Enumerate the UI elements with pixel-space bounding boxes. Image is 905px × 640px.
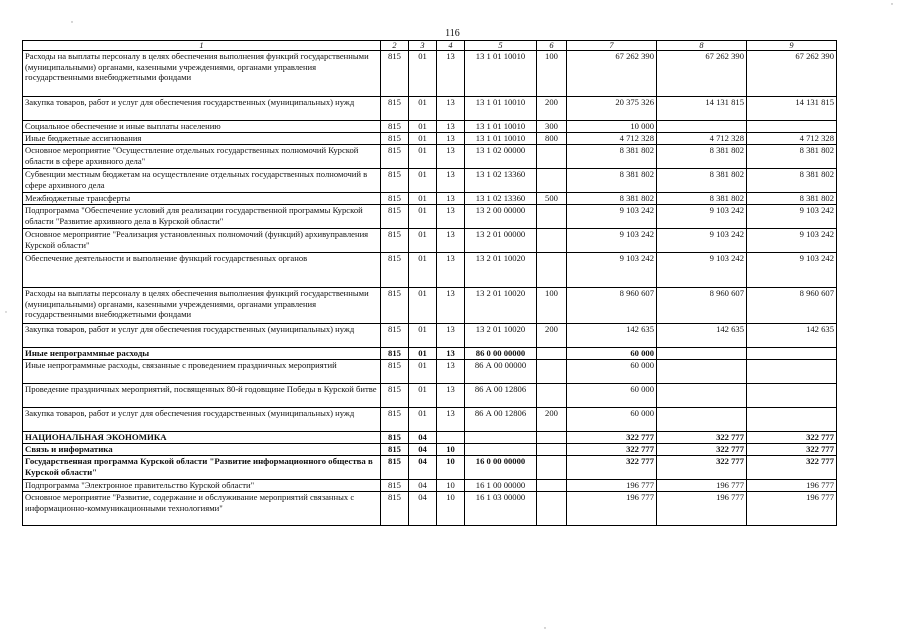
cell-target-code: 13 1 01 10010 bbox=[465, 51, 537, 97]
cell-amount-col8: 8 960 607 bbox=[657, 288, 747, 324]
cell-target-code: 13 2 01 10020 bbox=[465, 324, 537, 348]
cell-col2: 815 bbox=[381, 121, 409, 133]
cell-col2: 815 bbox=[381, 456, 409, 480]
cell-col4: 13 bbox=[437, 288, 465, 324]
cell-target-code: 13 1 01 10010 bbox=[465, 97, 537, 121]
cell-col3: 01 bbox=[409, 253, 437, 288]
cell-col2: 815 bbox=[381, 97, 409, 121]
cell-col2: 815 bbox=[381, 348, 409, 360]
cell-amount-col8: 67 262 390 bbox=[657, 51, 747, 97]
cell-col2: 815 bbox=[381, 205, 409, 229]
cell-expense-type: 500 bbox=[537, 193, 567, 205]
cell-amount-col8: 322 777 bbox=[657, 456, 747, 480]
row-name-cell: Проведение праздничных мероприятий, посвященных 80-й годовщине Победы в Курской битве bbox=[23, 384, 381, 408]
column-header: 1 bbox=[23, 41, 381, 51]
cell-amount-col7: 196 777 bbox=[567, 480, 657, 492]
column-header: 8 bbox=[657, 41, 747, 51]
cell-col4: 13 bbox=[437, 193, 465, 205]
cell-amount-col9: 8 960 607 bbox=[747, 288, 837, 324]
cell-col2: 815 bbox=[381, 193, 409, 205]
cell-expense-type: 200 bbox=[537, 408, 567, 432]
cell-col4: 10 bbox=[437, 456, 465, 480]
cell-col4: 13 bbox=[437, 384, 465, 408]
cell-col3: 01 bbox=[409, 229, 437, 253]
cell-expense-type: 200 bbox=[537, 97, 567, 121]
cell-col2: 815 bbox=[381, 169, 409, 193]
row-name-cell: Связь и информатика bbox=[23, 444, 381, 456]
cell-amount-col8: 9 103 242 bbox=[657, 229, 747, 253]
row-name-cell: Закупка товаров, работ и услуг для обеспечения государственных (муниципальных) нужд bbox=[23, 324, 381, 348]
row-name-cell: Основное мероприятие "Развитие, содержание и обслуживание мероприятий связанных с информационно-коммуникационными технологиями" bbox=[23, 492, 381, 526]
column-header: 6 bbox=[537, 41, 567, 51]
cell-target-code: 13 2 01 00000 bbox=[465, 229, 537, 253]
cell-col4: 13 bbox=[437, 51, 465, 97]
cell-amount-col7: 9 103 242 bbox=[567, 205, 657, 229]
cell-col4: 13 bbox=[437, 324, 465, 348]
cell-col2: 815 bbox=[381, 432, 409, 444]
cell-amount-col9: 142 635 bbox=[747, 324, 837, 348]
cell-amount-col9: 8 381 802 bbox=[747, 169, 837, 193]
cell-amount-col9: 14 131 815 bbox=[747, 97, 837, 121]
cell-target-code: 13 2 01 10020 bbox=[465, 253, 537, 288]
cell-col2: 815 bbox=[381, 360, 409, 384]
cell-col2: 815 bbox=[381, 51, 409, 97]
cell-amount-col9: 8 381 802 bbox=[747, 145, 837, 169]
cell-col3: 01 bbox=[409, 348, 437, 360]
cell-amount-col9: 9 103 242 bbox=[747, 205, 837, 229]
cell-amount-col7: 142 635 bbox=[567, 324, 657, 348]
row-name-cell: Социальное обеспечение и иные выплаты населению bbox=[23, 121, 381, 133]
cell-col3: 01 bbox=[409, 169, 437, 193]
cell-amount-col7: 67 262 390 bbox=[567, 51, 657, 97]
cell-amount-col7: 60 000 bbox=[567, 348, 657, 360]
cell-amount-col7: 60 000 bbox=[567, 360, 657, 384]
row-name-cell: Субвенции местным бюджетам на осуществление отдельных государственных полномочий в сфере архивного дела bbox=[23, 169, 381, 193]
row-name-cell: Межбюджетные трансферты bbox=[23, 193, 381, 205]
cell-col2: 815 bbox=[381, 480, 409, 492]
cell-col2: 815 bbox=[381, 133, 409, 145]
cell-col2: 815 bbox=[381, 229, 409, 253]
cell-col2: 815 bbox=[381, 145, 409, 169]
cell-amount-col9: 196 777 bbox=[747, 492, 837, 526]
cell-amount-col9: 322 777 bbox=[747, 456, 837, 480]
cell-amount-col9: 9 103 242 bbox=[747, 229, 837, 253]
cell-amount-col7: 9 103 242 bbox=[567, 253, 657, 288]
cell-amount-col7: 8 381 802 bbox=[567, 169, 657, 193]
cell-col3: 01 bbox=[409, 384, 437, 408]
cell-col4: 13 bbox=[437, 169, 465, 193]
cell-col4: 13 bbox=[437, 121, 465, 133]
cell-amount-col8: 322 777 bbox=[657, 444, 747, 456]
column-header: 7 bbox=[567, 41, 657, 51]
cell-amount-col7: 322 777 bbox=[567, 432, 657, 444]
row-name-cell: Иные непрограммные расходы bbox=[23, 348, 381, 360]
cell-target-code: 13 1 02 13360 bbox=[465, 169, 537, 193]
cell-amount-col8: 196 777 bbox=[657, 480, 747, 492]
cell-col2: 815 bbox=[381, 253, 409, 288]
cell-col3: 04 bbox=[409, 432, 437, 444]
row-name-cell: Закупка товаров, работ и услуг для обеспечения государственных (муниципальных) нужд bbox=[23, 408, 381, 432]
cell-col2: 815 bbox=[381, 288, 409, 324]
cell-amount-col8: 4 712 328 bbox=[657, 133, 747, 145]
cell-expense-type: 300 bbox=[537, 121, 567, 133]
cell-col3: 01 bbox=[409, 51, 437, 97]
cell-target-code: 86 А 00 00000 bbox=[465, 360, 537, 384]
cell-col3: 01 bbox=[409, 145, 437, 169]
cell-amount-col9: 196 777 bbox=[747, 480, 837, 492]
cell-expense-type: 200 bbox=[537, 324, 567, 348]
row-name-cell: Обеспечение деятельности и выполнение функций государственных органов bbox=[23, 253, 381, 288]
cell-amount-col7: 60 000 bbox=[567, 384, 657, 408]
cell-col3: 01 bbox=[409, 205, 437, 229]
page-number: 116 bbox=[445, 28, 460, 39]
cell-col2: 815 bbox=[381, 324, 409, 348]
cell-col3: 01 bbox=[409, 193, 437, 205]
cell-target-code: 86 А 00 12806 bbox=[465, 384, 537, 408]
column-header: 2 bbox=[381, 41, 409, 51]
cell-amount-col7: 60 000 bbox=[567, 408, 657, 432]
cell-col4: 13 bbox=[437, 133, 465, 145]
cell-amount-col7: 8 960 607 bbox=[567, 288, 657, 324]
cell-amount-col9: 322 777 bbox=[747, 444, 837, 456]
row-name-cell: Иные бюджетные ассигнования bbox=[23, 133, 381, 145]
cell-amount-col7: 9 103 242 bbox=[567, 229, 657, 253]
cell-col3: 01 bbox=[409, 133, 437, 145]
column-header: 4 bbox=[437, 41, 465, 51]
cell-col3: 04 bbox=[409, 456, 437, 480]
cell-amount-col7: 322 777 bbox=[567, 444, 657, 456]
cell-col3: 01 bbox=[409, 324, 437, 348]
cell-amount-col9: 67 262 390 bbox=[747, 51, 837, 97]
cell-amount-col8: 14 131 815 bbox=[657, 97, 747, 121]
row-name-cell: Закупка товаров, работ и услуг для обеспечения государственных (муниципальных) нужд bbox=[23, 97, 381, 121]
cell-amount-col7: 322 777 bbox=[567, 456, 657, 480]
row-name-cell: Государственная программа Курской области "Развитие информационного общества в Курской области" bbox=[23, 456, 381, 480]
cell-amount-col7: 4 712 328 bbox=[567, 133, 657, 145]
cell-col4: 13 bbox=[437, 408, 465, 432]
cell-col4: 13 bbox=[437, 348, 465, 360]
cell-col4: 13 bbox=[437, 145, 465, 169]
cell-amount-col8: 8 381 802 bbox=[657, 193, 747, 205]
cell-col3: 01 bbox=[409, 360, 437, 384]
cell-amount-col8: 142 635 bbox=[657, 324, 747, 348]
cell-col4: 10 bbox=[437, 480, 465, 492]
cell-target-code: 13 2 01 10020 bbox=[465, 288, 537, 324]
cell-col4: 13 bbox=[437, 205, 465, 229]
cell-amount-col8: 9 103 242 bbox=[657, 253, 747, 288]
row-name-cell: Подпрограмма "Обеспечение условий для реализации государственной программы Курской области "Развитие архивного дела в Курской области" bbox=[23, 205, 381, 229]
cell-col3: 04 bbox=[409, 444, 437, 456]
cell-expense-type: 800 bbox=[537, 133, 567, 145]
cell-amount-col9: 8 381 802 bbox=[747, 193, 837, 205]
cell-amount-col8: 9 103 242 bbox=[657, 205, 747, 229]
cell-target-code: 13 1 01 10010 bbox=[465, 133, 537, 145]
cell-col2: 815 bbox=[381, 444, 409, 456]
cell-col4: 13 bbox=[437, 253, 465, 288]
cell-col3: 04 bbox=[409, 492, 437, 526]
cell-target-code: 16 1 03 00000 bbox=[465, 492, 537, 526]
row-name-cell: Подпрограмма "Электронное правительство Курской области" bbox=[23, 480, 381, 492]
cell-amount-col7: 8 381 802 bbox=[567, 193, 657, 205]
row-name-cell: Расходы на выплаты персоналу в целях обеспечения выполнения функций государственными (муниципальными) органами, казенными учреждениями, органами управления государственными внебюджетными фондами bbox=[23, 51, 381, 97]
cell-col3: 01 bbox=[409, 97, 437, 121]
cell-target-code: 86 А 00 12806 bbox=[465, 408, 537, 432]
cell-amount-col7: 10 000 bbox=[567, 121, 657, 133]
row-name-cell: Иные непрограммные расходы, связанные с проведением праздничных мероприятий bbox=[23, 360, 381, 384]
cell-amount-col9: 9 103 242 bbox=[747, 253, 837, 288]
cell-col4: 13 bbox=[437, 360, 465, 384]
cell-amount-col8: 8 381 802 bbox=[657, 145, 747, 169]
cell-target-code: 86 0 00 00000 bbox=[465, 348, 537, 360]
column-header: 5 bbox=[465, 41, 537, 51]
row-name-cell: Основное мероприятие "Осуществление отдельных государственных полномочий Курской области в сфере архивного дела" bbox=[23, 145, 381, 169]
cell-col2: 815 bbox=[381, 492, 409, 526]
cell-amount-col8: 322 777 bbox=[657, 432, 747, 444]
cell-col4: 13 bbox=[437, 229, 465, 253]
cell-expense-type: 100 bbox=[537, 288, 567, 324]
cell-amount-col7: 196 777 bbox=[567, 492, 657, 526]
cell-col3: 01 bbox=[409, 121, 437, 133]
cell-target-code: 13 1 02 00000 bbox=[465, 145, 537, 169]
column-header: 3 bbox=[409, 41, 437, 51]
cell-col3: 04 bbox=[409, 480, 437, 492]
column-header: 9 bbox=[747, 41, 837, 51]
cell-col2: 815 bbox=[381, 408, 409, 432]
cell-amount-col7: 8 381 802 bbox=[567, 145, 657, 169]
cell-col4: 10 bbox=[437, 444, 465, 456]
cell-target-code: 16 1 00 00000 bbox=[465, 480, 537, 492]
cell-amount-col8: 196 777 bbox=[657, 492, 747, 526]
cell-amount-col9: 4 712 328 bbox=[747, 133, 837, 145]
cell-amount-col7: 20 375 326 bbox=[567, 97, 657, 121]
cell-col4: 10 bbox=[437, 492, 465, 526]
cell-col3: 01 bbox=[409, 408, 437, 432]
cell-col4: 13 bbox=[437, 97, 465, 121]
cell-amount-col9: 322 777 bbox=[747, 432, 837, 444]
row-name-cell: Основное мероприятие "Реализация установленных полномочий (функций) архивуправления Курской области" bbox=[23, 229, 381, 253]
row-name-cell: Расходы на выплаты персоналу в целях обеспечения выполнения функций государственными (муниципальными) органами, казенными учреждениями, органами управления государственными внебюджетными фондами bbox=[23, 288, 381, 324]
cell-amount-col8: 8 381 802 bbox=[657, 169, 747, 193]
cell-target-code: 16 0 00 00000 bbox=[465, 456, 537, 480]
cell-target-code: 13 1 01 10010 bbox=[465, 121, 537, 133]
cell-target-code: 13 2 00 00000 bbox=[465, 205, 537, 229]
cell-target-code: 13 1 02 13360 bbox=[465, 193, 537, 205]
cell-col2: 815 bbox=[381, 384, 409, 408]
row-name-cell: НАЦИОНАЛЬНАЯ ЭКОНОМИКА bbox=[23, 432, 381, 444]
cell-expense-type: 100 bbox=[537, 51, 567, 97]
cell-col3: 01 bbox=[409, 288, 437, 324]
